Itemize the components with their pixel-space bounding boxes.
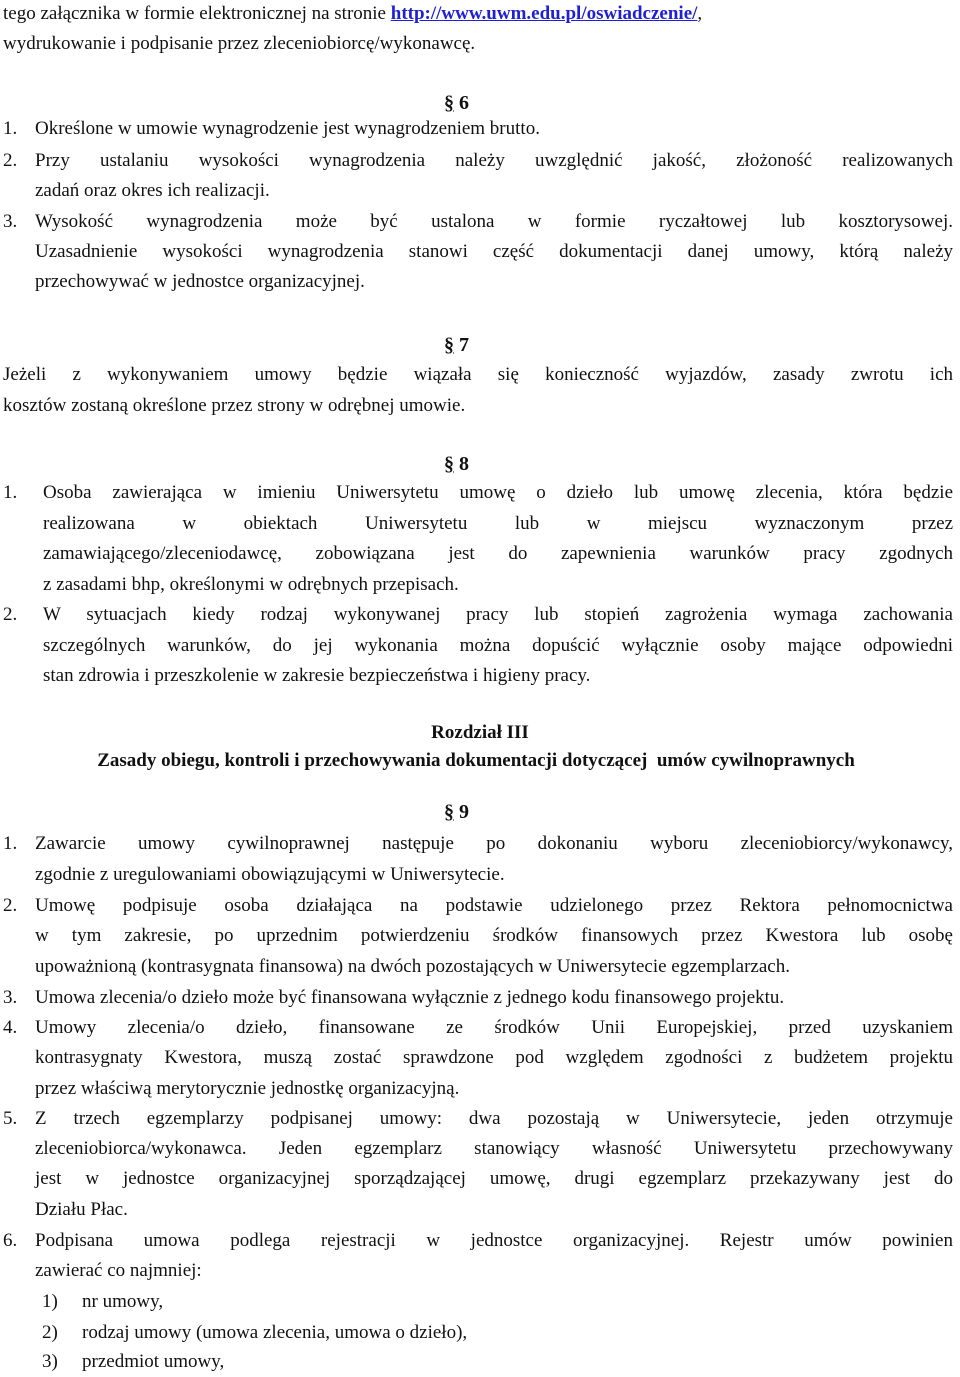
s8-item-1-line: realizowana w obiektach Uniwersytetu lub w miejscu wyznaczonym przez: [43, 513, 953, 534]
s9-item-5-line: Z trzech egzemplarzy podpisanej umowy: dwa pozostają w Uniwersytecie, jeden otrzymuje: [35, 1108, 953, 1129]
s9-item-6-line: zawierać co najmniej:: [35, 1260, 202, 1281]
s9-item-2-line: upoważnioną (kontrasygnata finansowa) na dwóch pozostających w Uniwersytecie egzemplarzach.: [35, 956, 790, 977]
item-number: 3.: [3, 211, 18, 232]
section-heading-7: § 7: [444, 334, 469, 356]
s9-item-5-line: Działu Płac.: [35, 1199, 128, 1220]
s9-item-2-line: Umowę podpisuje osoba działająca na podstawie udzielonego przez Rektora pełnomocnictwa: [35, 895, 953, 916]
s8-item-1-line: zamawiającego/zleceniodawcę, zobowiązana jest do zapewnienia warunków pracy zgodnych: [43, 543, 953, 564]
item-number: 1.: [3, 833, 18, 854]
section-heading-8: § 8: [444, 453, 469, 475]
item-number: 6.: [3, 1230, 18, 1251]
sublist-number: 3): [42, 1351, 58, 1372]
s8-item-2-line: szczególnych warunków, do jej wykonania można dopuścić wyłącznie osoby mające odpowiedni: [43, 635, 953, 656]
chapter-title: Rozdział III: [431, 722, 529, 743]
s6-item-3-line: Uzasadnienie wysokości wynagrodzenia stanowi część dokumentacji danej umowy, którą należy: [35, 241, 953, 262]
sublist-number: 1): [42, 1291, 58, 1312]
intro-line-1: tego załącznika w formie elektronicznej na stronie http://www.uwm.edu.pl/oswiadczenie/,: [3, 3, 703, 24]
s8-item-1-line: z zasadami bhp, określonymi w odrębnych przepisach.: [43, 574, 459, 595]
s6-item-1-line: Określone w umowie wynagrodzenie jest wynagrodzeniem brutto.: [35, 118, 540, 139]
item-number: 5.: [3, 1108, 18, 1129]
sublist-item: rodzaj umowy (umowa zlecenia, umowa o dzieło),: [82, 1322, 468, 1343]
item-number: 2.: [3, 604, 18, 625]
item-number: 3.: [3, 987, 18, 1008]
s9-item-4-line: przez właściwą merytorycznie jednostkę organizacyjną.: [35, 1078, 460, 1099]
item-number: 1.: [3, 118, 18, 139]
s6-item-2-line: zadań oraz okres ich realizacji.: [35, 180, 270, 201]
s6-item-2-line: Przy ustalaniu wysokości wynagrodzenia należy uwzględnić jakość, złożoność realizowanych: [35, 150, 953, 171]
s9-item-6-line: Podpisana umowa podlega rejestracji w jednostce organizacyjnej. Rejestr umów powinien: [35, 1230, 953, 1251]
sublist-number: 2): [42, 1322, 58, 1343]
item-number: 2.: [3, 150, 18, 171]
s9-item-2-line: w tym zakresie, po uprzednim potwierdzeniu środków finansowych przez Kwestora lub osobę: [35, 925, 953, 946]
s9-item-4-line: kontrasygnaty Kwestora, muszą zostać sprawdzone pod względem zgodności z budżetem projektu: [35, 1047, 953, 1068]
item-number: 1.: [3, 482, 18, 503]
s8-item-2-line: W sytuacjach kiedy rodzaj wykonywanej pracy lub stopień zagrożenia wymaga zachowania: [43, 604, 953, 625]
s6-item-3-line: Wysokość wynagrodzenia może być ustalona w formie ryczałtowej lub kosztorysowej.: [35, 211, 953, 232]
s9-item-5-line: jest w jednostce organizacyjnej sporządzającej umowę, drugi egzemplarz przekazywany jest do: [35, 1168, 953, 1189]
s9-item-1-line: Zawarcie umowy cywilnoprawnej następuje po dokonaniu wyboru zleceniobiorcy/wykonawcy,: [35, 833, 953, 854]
statement-link[interactable]: http://www.uwm.edu.pl/oswiadczenie/: [390, 3, 698, 24]
section-heading-6: § 6: [444, 92, 469, 114]
intro-line-2: wydrukowanie i podpisanie przez zleceniobiorcę/wykonawcę.: [3, 33, 476, 54]
s9-item-5-line: zleceniobiorca/wykonawca. Jeden egzemplarz stanowiący własność Uniwersytetu przechowywany: [35, 1138, 953, 1159]
sublist-item: nr umowy,: [82, 1291, 164, 1312]
item-number: 4.: [3, 1017, 18, 1038]
s7-line: Jeżeli z wykonywaniem umowy będzie wiązała się konieczność wyjazdów, zasady zwrotu ich: [3, 364, 953, 385]
s8-item-2-line: stan zdrowia i przeszkolenie w zakresie bezpieczeństwa i higieny pracy.: [43, 665, 591, 686]
s6-item-3-line: przechowywać w jednostce organizacyjnej.: [35, 271, 365, 292]
section-heading-9: § 9: [444, 801, 469, 823]
sublist-item: przedmiot umowy,: [82, 1351, 225, 1372]
s9-item-1-line: zgodnie z uregulowaniami obowiązującymi w Uniwersytecie.: [35, 864, 505, 885]
chapter-subtitle: Zasady obiegu, kontroli i przechowywania dokumentacji dotyczącej umów cywilnoprawnych: [97, 750, 855, 771]
s8-item-1-line: Osoba zawierająca w imieniu Uniwersytetu umowę o dzieło lub umowę zlecenia, która będzie: [43, 482, 953, 503]
s9-item-3-line: Umowa zlecenia/o dzieło może być finansowana wyłącznie z jednego kodu finansowego projektu.: [35, 987, 785, 1008]
s7-line: kosztów zostaną określone przez strony w odrębnej umowie.: [3, 395, 466, 416]
s9-item-4-line: Umowy zlecenia/o dzieło, finansowane ze środków Unii Europejskiej, przed uzyskaniem: [35, 1017, 953, 1038]
item-number: 2.: [3, 895, 18, 916]
